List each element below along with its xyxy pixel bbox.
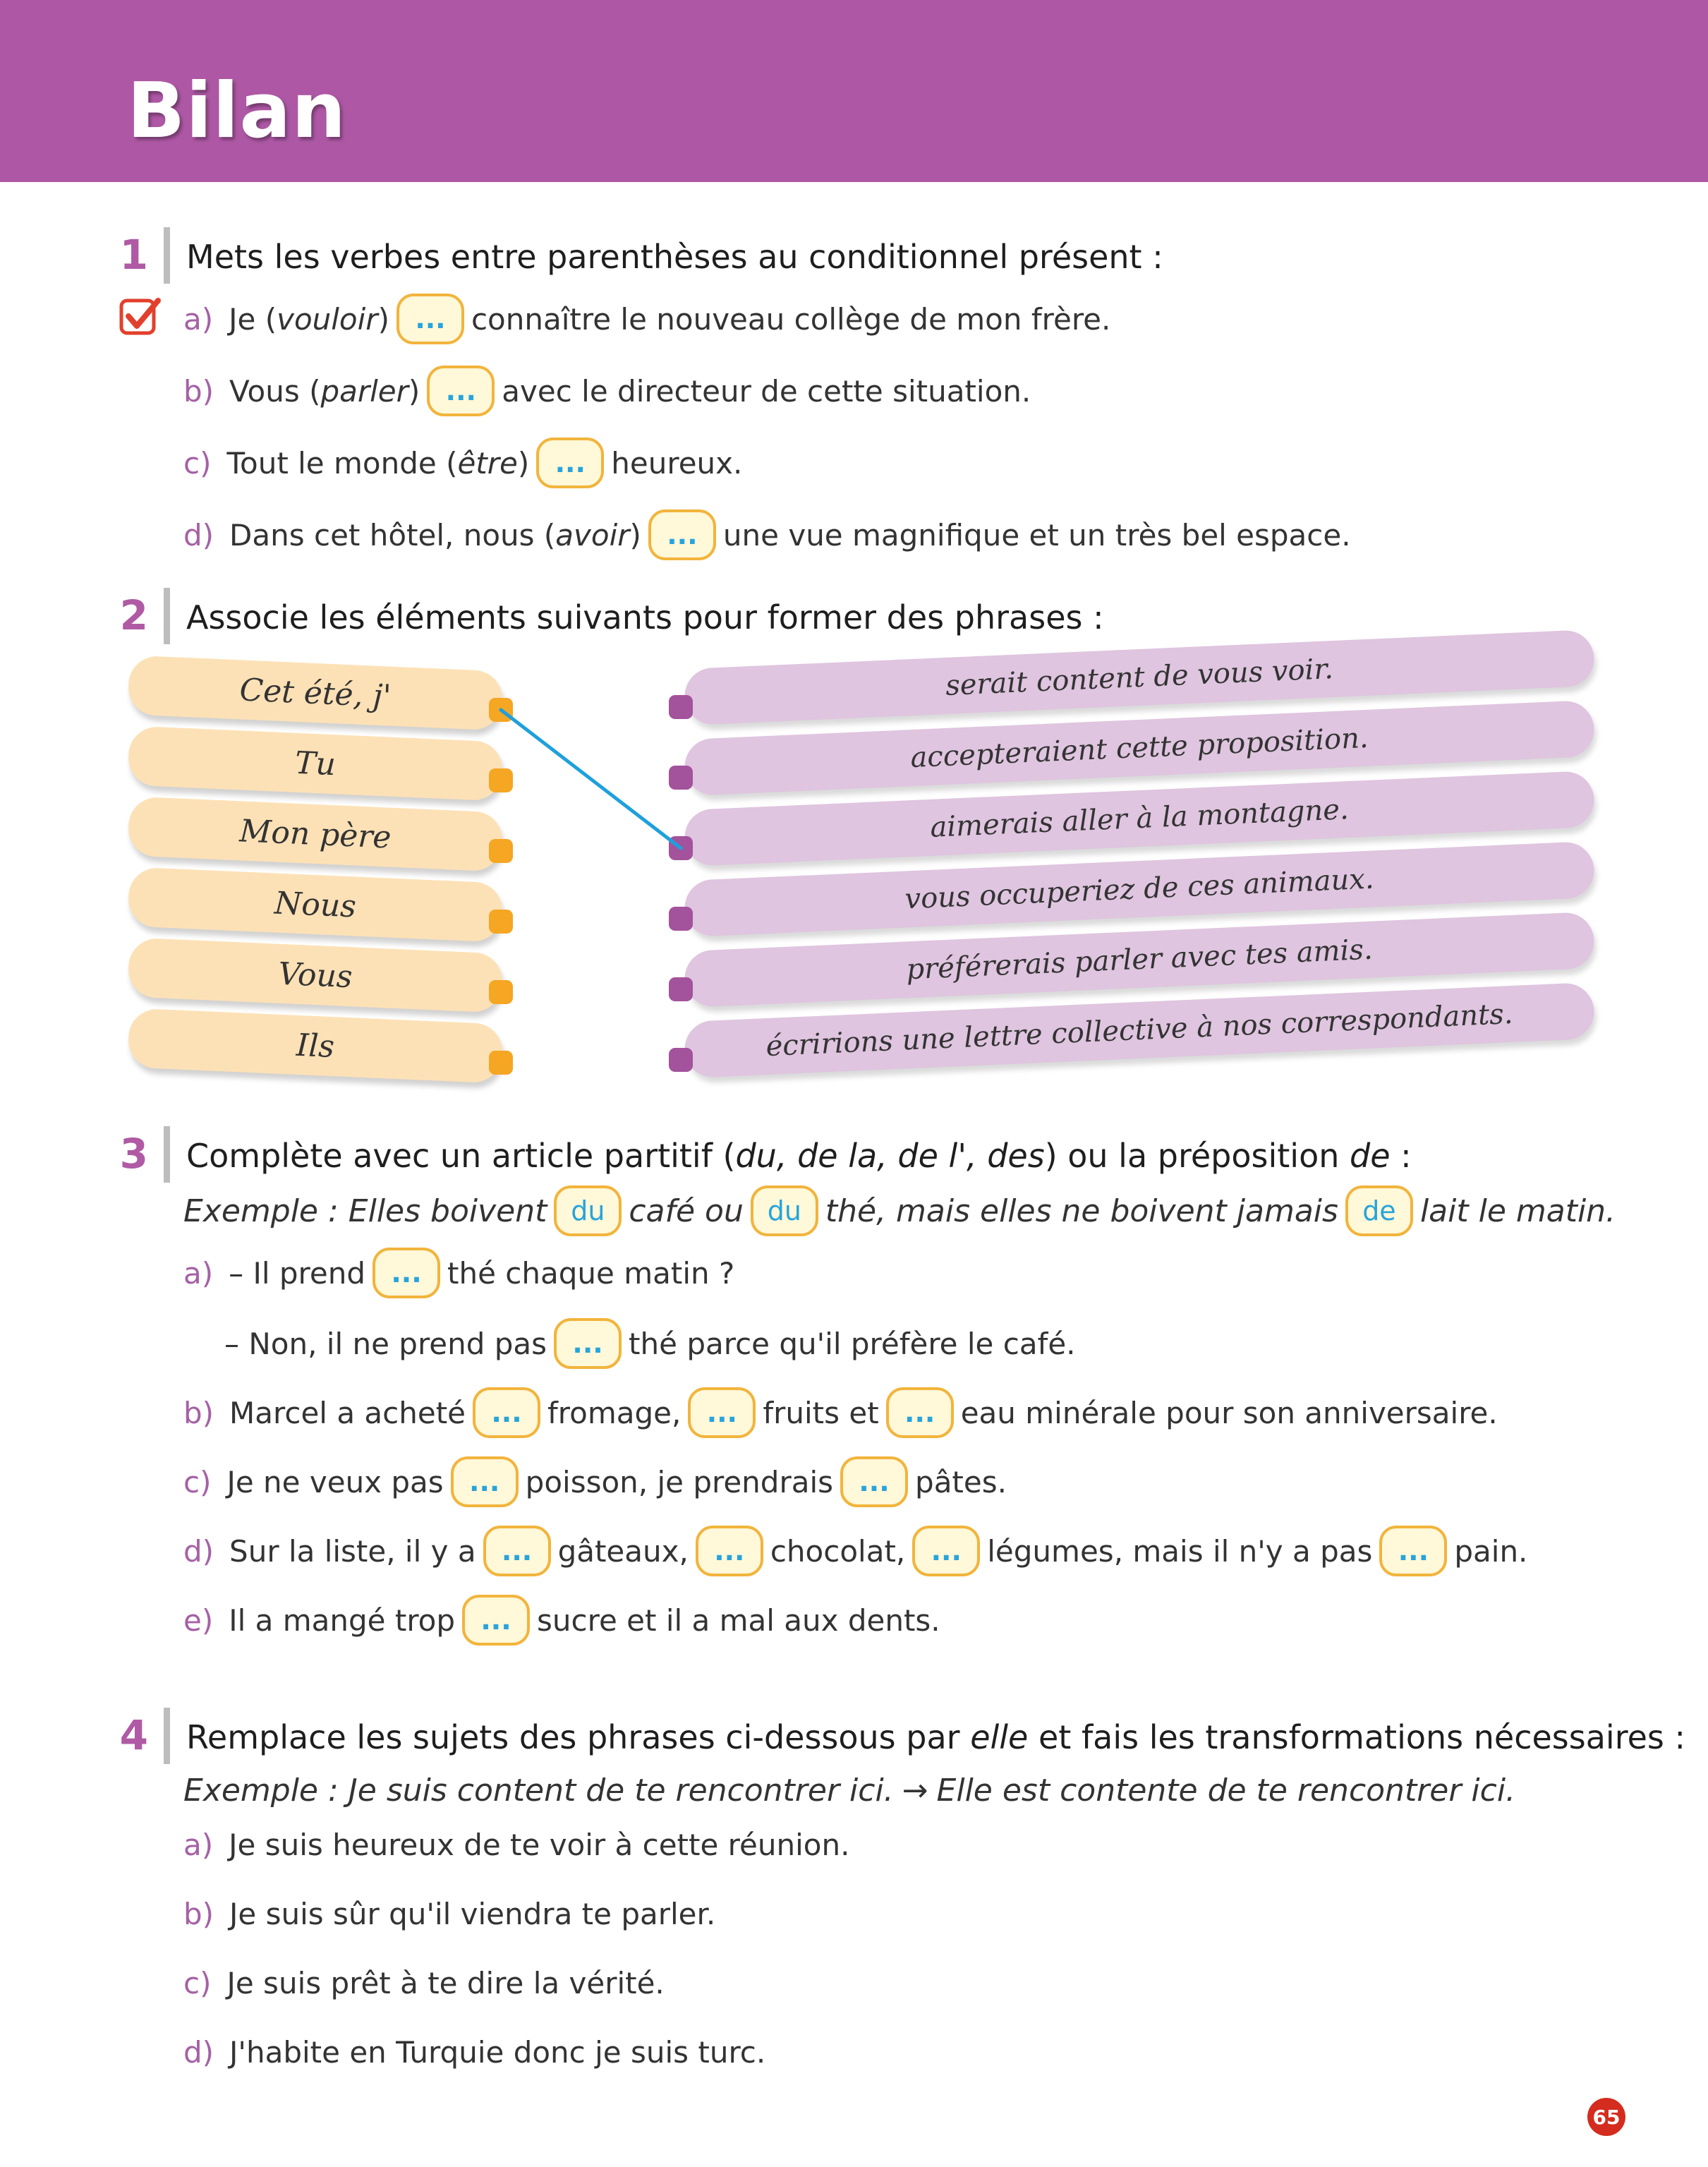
match-right-dot[interactable] <box>669 977 693 1001</box>
item-text: Vous ( <box>229 373 321 409</box>
match-right-dot[interactable] <box>669 766 693 790</box>
answer-gap[interactable]: ... <box>648 509 716 560</box>
item-verb: être <box>457 445 518 481</box>
answer-gap[interactable]: ... <box>536 437 604 488</box>
exercise-1-instruction: Mets les verbes entre parenthèses au conditionnel présent : <box>186 238 1163 276</box>
ex1-item-a <box>183 294 1110 344</box>
arrow-right-icon: → <box>902 1773 928 1809</box>
item-text: Dans cet hôtel, nous ( <box>229 517 556 553</box>
exercise-2-instruction: Associe les éléments suivants pour former des phrases : <box>186 598 1104 636</box>
item-letter: a) <box>183 1828 214 1862</box>
item-letter: c) <box>183 1464 212 1499</box>
item-text: Tout le monde ( <box>226 445 458 481</box>
item-text: thé chaque matin ? <box>447 1255 735 1291</box>
item-text: connaître le nouveau collège de mon frère. <box>471 301 1111 337</box>
page-title: Bilan <box>127 67 347 155</box>
match-right-dot[interactable] <box>669 836 693 860</box>
match-left-label: Mon père <box>238 812 392 856</box>
item-text: eau minérale pour son anniversaire. <box>960 1395 1498 1430</box>
example-text: Exemple : Elles boivent <box>183 1193 547 1229</box>
exercise-3-number: 3 <box>119 1130 148 1178</box>
item-text: thé parce qu'il préfère le café. <box>629 1326 1076 1361</box>
item-text: ) <box>517 445 530 481</box>
ex1-item-d <box>183 509 1351 560</box>
match-right-label: préférerais parler avec tes amis. <box>905 933 1374 986</box>
item-text: Marcel a acheté <box>229 1395 466 1430</box>
exercise-4-instruction <box>186 1718 1685 1756</box>
item-text: chocolat, <box>770 1533 906 1569</box>
example-text: thé, mais elles ne boivent jamais <box>825 1193 1338 1229</box>
ex4-item-c <box>183 1966 665 2000</box>
exercise-4-bar <box>164 1708 170 1764</box>
exercise-2-bar <box>164 588 170 644</box>
match-right-label: vous occuperiez de ces animaux. <box>904 862 1375 916</box>
exercise-4-number: 4 <box>119 1711 148 1759</box>
item-text: avec le directeur de cette situation. <box>502 373 1031 409</box>
ex3-item-e <box>183 1595 940 1646</box>
ex1-item-b <box>183 366 1031 416</box>
answer-gap[interactable]: ... <box>451 1456 519 1507</box>
answer-gap[interactable]: ... <box>396 294 464 344</box>
item-letter: c) <box>183 445 212 481</box>
instruction-emphasis: elle <box>970 1718 1029 1756</box>
item-text: Je suis heureux de te voir à cette réunion. <box>229 1828 850 1862</box>
match-right-label: accepteraient cette proposition. <box>909 721 1369 775</box>
match-right-dot[interactable] <box>669 695 693 719</box>
item-text: – Il prend <box>229 1255 366 1291</box>
match-left-item[interactable] <box>127 655 503 730</box>
item-text: ) <box>408 373 420 409</box>
item-verb: avoir <box>555 517 630 553</box>
item-text: sucre et il a mal aux dents. <box>537 1602 940 1638</box>
item-text: J'habite en Turquie donc je suis turc. <box>229 2035 766 2070</box>
answer-gap[interactable]: ... <box>840 1456 908 1507</box>
instruction-text: : <box>1390 1137 1412 1175</box>
item-text: ) <box>629 517 641 553</box>
example-gap: de <box>1345 1185 1413 1236</box>
checkbox-checked-icon[interactable] <box>119 295 162 339</box>
item-text: pain. <box>1454 1533 1528 1569</box>
ex4-item-d <box>183 2035 765 2070</box>
ex3-item-b <box>183 1387 1498 1438</box>
item-letter: b) <box>183 1395 214 1430</box>
instruction-emphasis: du, de la, de l', des <box>735 1137 1045 1175</box>
item-text: heureux. <box>611 445 743 481</box>
ex4-item-b <box>183 1897 715 1931</box>
answer-gap[interactable]: ... <box>462 1595 530 1646</box>
match-right-dot[interactable] <box>669 1048 693 1072</box>
item-text: ) <box>377 301 389 337</box>
exercise-2-number: 2 <box>119 591 148 639</box>
exercise-3-instruction <box>186 1137 1412 1175</box>
item-text: Je suis sûr qu'il viendra te parler. <box>229 1897 716 1931</box>
item-letter: d) <box>183 2035 214 2070</box>
item-letter: b) <box>183 373 214 409</box>
match-right-label: aimerais aller à la montagne. <box>929 793 1350 844</box>
instruction-text: et fais les transformations nécessaires : <box>1028 1718 1685 1756</box>
match-left-item[interactable] <box>127 796 503 871</box>
item-text: poisson, je prendrais <box>525 1464 834 1499</box>
item-letter: c) <box>183 1966 212 2000</box>
item-text: fromage, <box>547 1395 682 1430</box>
item-letter: a) <box>183 301 214 337</box>
answer-gap[interactable]: ... <box>473 1387 540 1438</box>
item-letter: a) <box>183 1255 214 1291</box>
item-text: – Non, il ne prend pas <box>224 1326 547 1361</box>
instruction-text: Remplace les sujets des phrases ci-dessous par <box>186 1718 971 1756</box>
example-text: Exemple : Je suis content de te rencontrer ici. <box>183 1773 894 1809</box>
match-left-dot[interactable] <box>489 910 513 934</box>
item-text: Je ne veux pas <box>226 1464 444 1499</box>
exercise-3-bar <box>164 1126 170 1183</box>
example-text: lait le matin. <box>1419 1193 1616 1229</box>
answer-gap[interactable]: ... <box>912 1526 980 1576</box>
example-gap: du <box>554 1185 622 1236</box>
instruction-text: ) ou la préposition <box>1044 1137 1350 1175</box>
answer-gap[interactable]: ... <box>427 366 495 416</box>
match-left-item[interactable] <box>127 725 503 801</box>
match-left-dot[interactable] <box>489 698 513 722</box>
item-text: gâteaux, <box>557 1533 689 1569</box>
item-text: une vue magnifique et un très bel espace. <box>722 517 1351 553</box>
item-text: légumes, mais il n'y a pas <box>987 1533 1373 1569</box>
match-left-label: Cet été, j' <box>238 671 392 715</box>
ex3-item-d <box>183 1526 1527 1576</box>
answer-gap[interactable]: ... <box>1379 1526 1447 1576</box>
match-left-label: Nous <box>273 884 358 925</box>
ex3-item-a-reply <box>224 1318 1076 1369</box>
answer-gap[interactable]: ... <box>554 1318 622 1369</box>
match-left-item[interactable] <box>127 1008 503 1083</box>
item-text: Je ( <box>229 301 277 337</box>
answer-gap[interactable]: ... <box>688 1387 756 1438</box>
example-text: café ou <box>629 1193 744 1229</box>
match-left-label: Vous <box>277 955 353 995</box>
answer-gap[interactable]: ... <box>483 1526 551 1576</box>
instruction-text: Complète avec un article partitif ( <box>186 1137 736 1175</box>
ex1-item-c <box>183 437 742 488</box>
item-text: pâtes. <box>915 1464 1007 1499</box>
item-letter: d) <box>183 517 214 553</box>
page-header <box>0 0 1708 182</box>
example-text: Elle est contente de te rencontrer ici. <box>936 1773 1516 1809</box>
item-text: Sur la liste, il y a <box>229 1533 476 1569</box>
match-right-dot[interactable] <box>669 907 693 931</box>
item-letter: d) <box>183 1533 214 1569</box>
match-left-dot[interactable] <box>489 839 513 863</box>
ex3-item-c <box>183 1456 1007 1507</box>
page-number: 65 <box>1587 2098 1625 2136</box>
match-left-dot[interactable] <box>489 980 513 1004</box>
answer-gap[interactable]: ... <box>696 1526 763 1576</box>
exercise-1-number: 1 <box>119 231 148 279</box>
item-letter: e) <box>183 1602 214 1638</box>
item-letter: b) <box>183 1897 214 1931</box>
ex4-item-a <box>183 1828 849 1862</box>
answer-gap[interactable]: ... <box>886 1387 954 1438</box>
match-left-dot[interactable] <box>489 768 513 792</box>
exercise-1-bar <box>164 227 170 284</box>
instruction-emphasis: de <box>1350 1137 1391 1175</box>
example-gap: du <box>751 1185 818 1236</box>
match-left-dot[interactable] <box>489 1051 513 1075</box>
item-verb: vouloir <box>277 301 378 337</box>
match-left-item[interactable] <box>127 937 503 1013</box>
exercise-4-example <box>183 1773 1515 1809</box>
item-text: Il a mangé trop <box>229 1602 456 1638</box>
answer-gap[interactable]: ... <box>373 1248 440 1298</box>
match-left-label: Tu <box>294 744 337 783</box>
match-right-label: écririons une lettre collective à nos correspondants. <box>765 997 1514 1063</box>
exercise-3-example <box>183 1185 1616 1236</box>
match-left-item[interactable] <box>127 867 503 942</box>
item-verb: parler <box>320 373 408 409</box>
item-text: Je suis prêt à te dire la vérité. <box>226 1966 665 2000</box>
match-right-label: serait content de vous voir. <box>945 653 1334 702</box>
match-left-label: Ils <box>295 1027 336 1065</box>
item-text: fruits et <box>763 1395 879 1430</box>
ex3-item-a <box>183 1248 734 1298</box>
